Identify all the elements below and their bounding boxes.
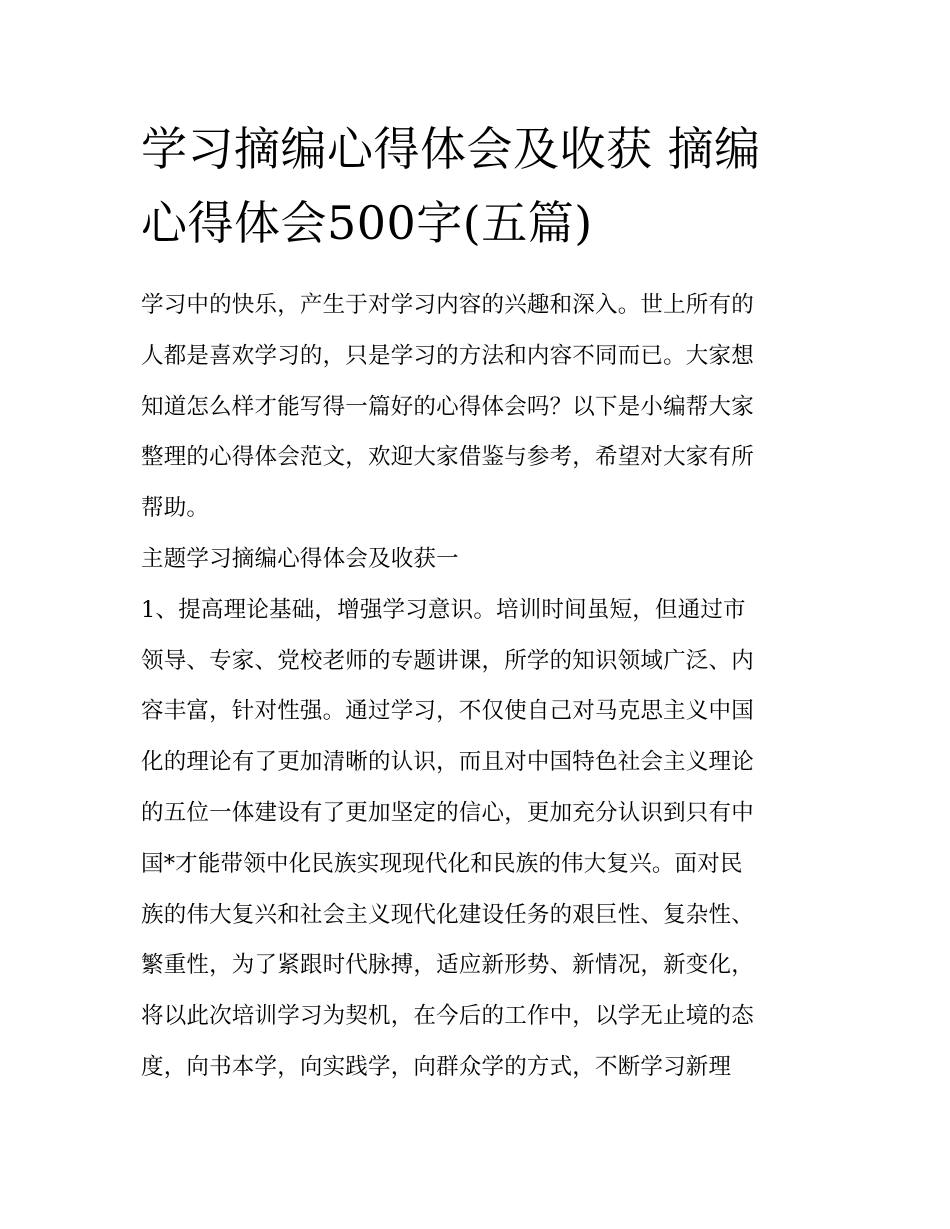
title-line-2: 心得体会500字(五篇) bbox=[141, 196, 593, 250]
document-content bbox=[141, 112, 813, 1093]
section-heading: 主题学习摘编心得体会及收获一 bbox=[141, 545, 459, 572]
body-line: 容丰富，针对性强。通过学习，不仅使自己对马克思主义中国 bbox=[141, 698, 754, 725]
body-line: 的五位一体建设有了更加坚定的信心，更加充分认识到只有中 bbox=[141, 799, 754, 826]
body-line: 繁重性，为了紧跟时代脉搏，适应新形势、新情况，新变化， bbox=[141, 952, 754, 979]
body-paragraph bbox=[141, 585, 813, 1093]
intro-line: 帮助。 bbox=[141, 495, 210, 522]
document-title bbox=[141, 112, 813, 260]
body-line: 国*才能带领中化民族实现现代化和民族的伟大复兴。面对民 bbox=[141, 850, 743, 877]
body-line: 度，向书本学，向实践学，向群众学的方式，不断学习新理 bbox=[141, 1053, 732, 1080]
title-line-1: 学习摘编心得体会及收获 摘编 bbox=[141, 122, 761, 176]
intro-paragraph bbox=[141, 280, 813, 534]
intro-line: 整理的心得体会范文，欢迎大家借鉴与参考，希望对大家有所 bbox=[141, 444, 754, 471]
intro-line: 知道怎么样才能写得一篇好的心得体会吗？以下是小编帮大家 bbox=[141, 393, 754, 420]
body-line: 族的伟大复兴和社会主义现代化建设任务的艰巨性、复杂性、 bbox=[141, 901, 754, 928]
intro-line: 学习中的快乐，产生于对学习内容的兴趣和深入。世上所有的 bbox=[141, 292, 754, 318]
intro-line: 人都是喜欢学习的，只是学习的方法和内容不同而已。大家想 bbox=[141, 342, 754, 369]
body-line: 将以此次培训学习为契机，在今后的工作中，以学无止境的态 bbox=[141, 1003, 754, 1030]
body-line: 领导、专家、党校老师的专题讲课，所学的知识领域广泛、内 bbox=[141, 647, 754, 674]
body-line: 1、提高理论基础，增强学习意识。培训时间虽短，但通过市 bbox=[141, 596, 746, 623]
body-line: 化的理论有了更加清晰的认识，而且对中国特色社会主义理论 bbox=[141, 749, 754, 776]
